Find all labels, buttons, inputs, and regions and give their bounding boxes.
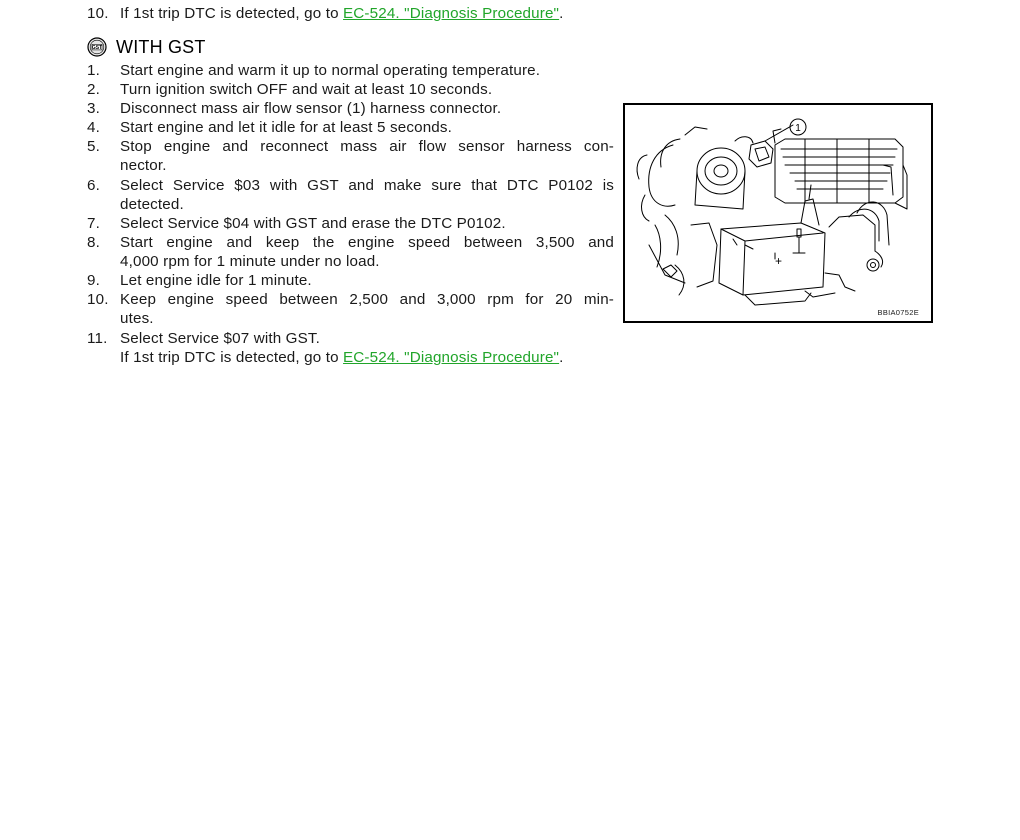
figure-code: BBIA0752E	[877, 308, 919, 317]
engine-compartment-figure	[623, 103, 933, 323]
step-line	[120, 348, 614, 367]
step-number: 4.	[87, 119, 100, 136]
step-7	[87, 214, 614, 233]
step-line: 4,000 rpm for 1 minute under no load.	[120, 253, 380, 271]
step-text-end: .	[559, 5, 564, 22]
step-line: Select Service $03 with GST and make sure that DTC P0102 is	[120, 177, 614, 194]
step-line: Start engine and keep the engine speed between 3,500 and	[120, 234, 614, 251]
step-line: Keep engine speed between 2,500 and 3,000 rpm for 20 min-	[120, 291, 614, 308]
svg-text:GST: GST	[91, 44, 103, 51]
figure-callout-1: 1	[795, 123, 801, 134]
step-number: 1.	[87, 62, 100, 79]
step-4	[87, 118, 614, 137]
step-line: nector.	[120, 157, 167, 175]
step-9	[87, 271, 614, 290]
step-number: 7.	[87, 215, 100, 232]
step-line: Select Service $07 with GST.	[120, 330, 321, 347]
step-line: detected.	[120, 196, 184, 214]
step-text	[120, 61, 614, 80]
diagnosis-procedure-link[interactable]: EC-524. "Diagnosis Procedure"	[343, 349, 560, 367]
step-text	[120, 99, 614, 118]
step-line: Start engine and warm it up to normal operating temperature.	[120, 62, 541, 79]
gst-icon	[87, 37, 107, 57]
step-line: Start engine and let it idle for at least 5 seconds.	[120, 119, 452, 136]
step-text	[120, 214, 614, 233]
step-number: 2.	[87, 81, 100, 98]
step-number: 3.	[87, 100, 100, 117]
step-text-prefix: If 1st trip DTC is detected, go to	[120, 349, 344, 367]
step-number: 5.	[87, 138, 100, 155]
engine-illustration	[625, 105, 931, 321]
step-number: 10.	[87, 5, 109, 22]
step-1	[87, 61, 614, 80]
step-text-end: .	[559, 349, 564, 367]
step-text	[120, 137, 614, 175]
step-number: 11.	[87, 330, 108, 347]
step-text	[120, 290, 614, 328]
with-gst-heading	[87, 36, 206, 58]
diagnosis-procedure-link[interactable]: EC-524. "Diagnosis Procedure"	[343, 5, 560, 22]
step-5	[87, 137, 614, 175]
step-8	[87, 233, 614, 271]
section-title: WITH GST	[116, 36, 206, 57]
step-number: 6.	[87, 177, 100, 194]
step-6	[87, 176, 614, 214]
step-line: Disconnect mass air flow sensor (1) harness connector.	[120, 100, 502, 117]
step-text	[120, 271, 614, 290]
step-3	[87, 99, 614, 118]
step-text	[120, 329, 614, 367]
step-number: 8.	[87, 234, 100, 251]
step-text	[120, 80, 614, 99]
step-2	[87, 80, 614, 99]
step-line: Turn ignition switch OFF and wait at least 10 seconds.	[120, 81, 493, 98]
step-text	[120, 4, 614, 23]
step-text	[120, 176, 614, 214]
step-text-prefix: If 1st trip DTC is detected, go to	[120, 5, 344, 22]
step-text	[120, 233, 614, 271]
svg-text:+: +	[775, 254, 783, 268]
step-10	[87, 290, 614, 328]
previous-procedure-step-10	[87, 4, 614, 23]
step-line: Select Service $04 with GST and erase the DTC P0102.	[120, 215, 506, 232]
step-line: utes.	[120, 310, 154, 328]
step-number: 9.	[87, 272, 100, 289]
step-line: Stop engine and reconnect mass air flow sensor harness con-	[120, 138, 614, 155]
step-text	[120, 118, 614, 137]
step-number: 10.	[87, 291, 109, 308]
step-11	[87, 329, 614, 367]
step-line: Let engine idle for 1 minute.	[120, 272, 312, 289]
